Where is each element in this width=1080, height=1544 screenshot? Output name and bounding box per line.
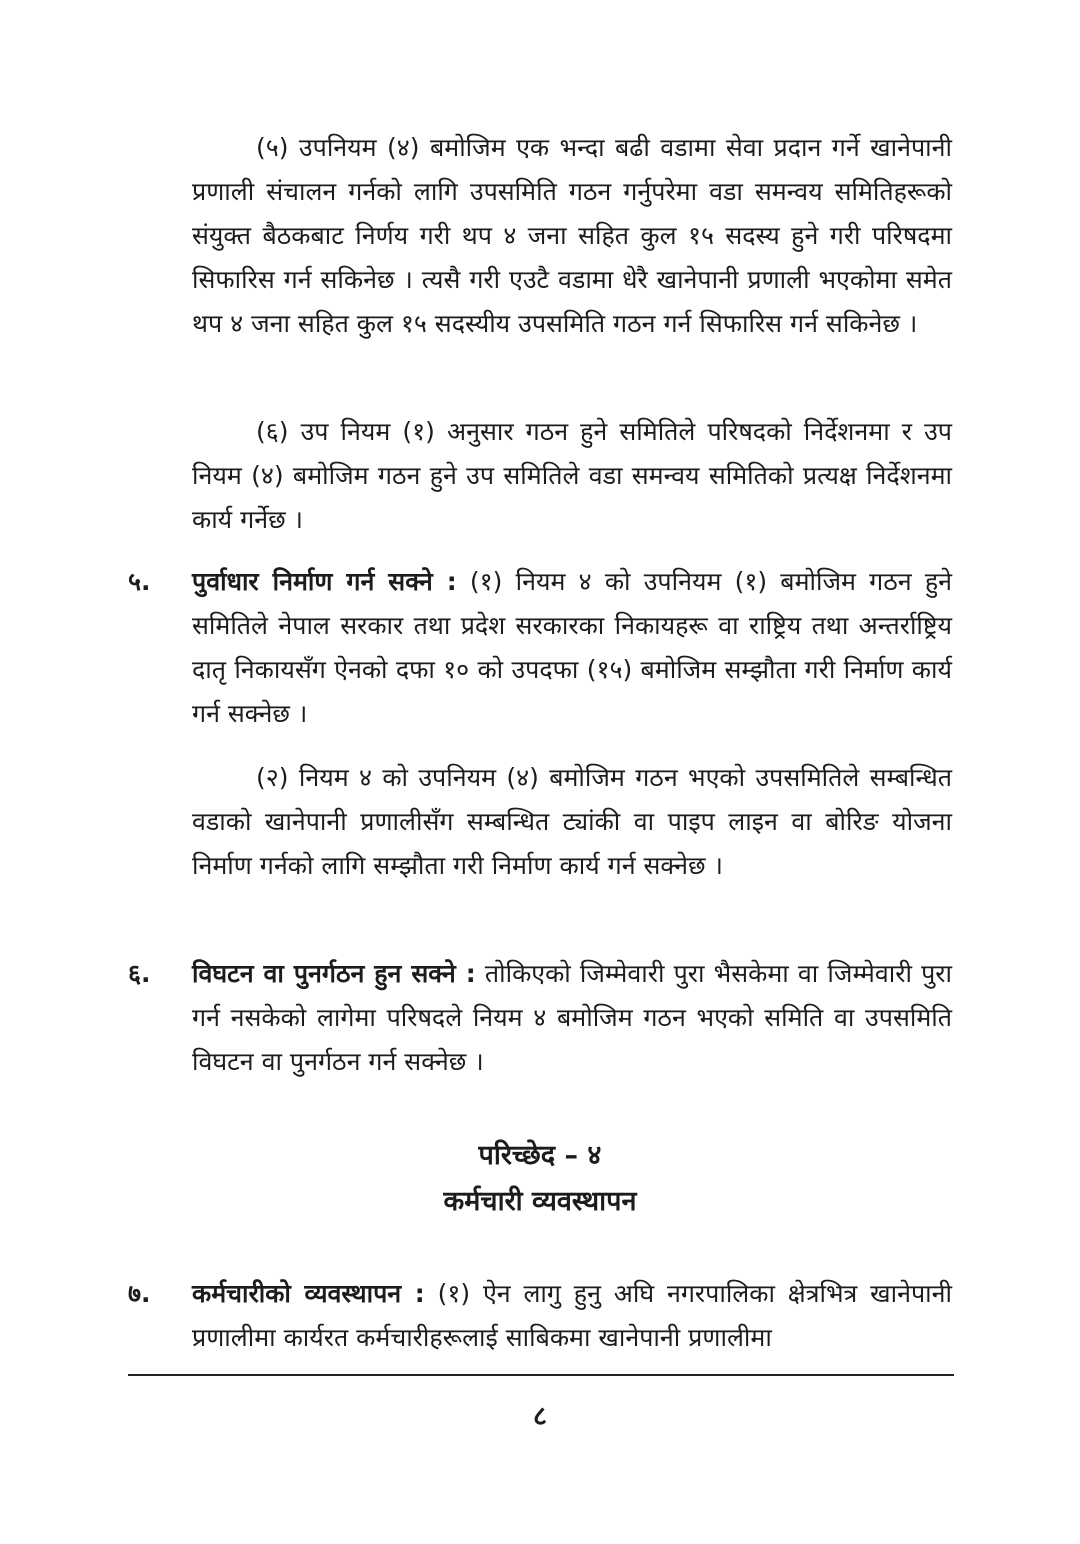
chapter-subtitle: कर्मचारी व्यवस्थापन xyxy=(443,1186,637,1217)
section-5-paragraph xyxy=(192,560,952,736)
subrule-5-paragraph: (५) उपनियम (४) बमोजिम एक भन्दा बढी वडामा सेवा प्रदान गर्ने खानेपानी प्रणाली संचालन गर्नको लागि उपसमिति गठन गर्नुपरेमा वडा समन्वय समितिहरूको संयुक्त बैठकबाट निर्णय गरी थप ४ जना सहित कुल १५ सदस्य हुने गरी परिषदमा सिफारिस गर्न सकिनेछ । त्यसै गरी एउटै वडामा धेरै खानेपानी प्रणाली भएकोमा समेत थप ४ जना सहित कुल १५ सदस्यीय उपसमिति गठन गर्न सिफारिस गर्न सकिनेछ । xyxy=(192,133,952,338)
section-7-paragraph xyxy=(192,1272,952,1360)
section-5-subrule-2-paragraph: (२) नियम ४ को उपनियम (४) बमोजिम गठन भएको उपसमितिले सम्बन्धित वडाको खानेपानी प्रणालीसँग सम्बन्धित ट्यांकी वा पाइप लाइन वा बोरिङ योजना निर्माण गर्नको लागि सम्झौता गरी निर्माण कार्य गर्न सक्नेछ । xyxy=(192,763,952,880)
subrule-6-paragraph: (६) उप नियम (१) अनुसार गठन हुने समितिले परिषदको निर्देशनमा र उप नियम (४) बमोजिम गठन हुने उप समितिले वडा समन्वय समितिको प्रत्यक्ष निर्देशनमा कार्य गर्नेछ । xyxy=(192,417,952,534)
section-7-heading: कर्मचारीको व्यवस्थापन : xyxy=(192,1279,425,1308)
section-5-heading: पुर्वाधार निर्माण गर्न सक्ने : xyxy=(192,567,457,596)
section-6-paragraph xyxy=(192,952,952,1084)
section-6-heading: विघटन वा पुनर्गठन हुन सक्ने : xyxy=(192,959,476,988)
section-5-number: ५. xyxy=(128,567,151,596)
section-5-text: (१) नियम ४ को उपनियम (१) बमोजिम गठन हुने समितिले नेपाल सरकार तथा प्रदेश सरकारका निकायहरू वा राष्ट्रिय तथा अन्तर्राष्ट्रिय दातृ निकायसँग ऐनको दफा १० को उपदफा (१५) बमोजिम सम्झौता गरी निर्माण कार्य गर्न सक्नेछ । xyxy=(192,567,952,728)
section-7-text: (१) ऐन लागु हुनु अघि नगरपालिका क्षेत्रभित्र खानेपानी प्रणालीमा कार्यरत कर्मचारीहरूलाई साबिकमा खानेपानी प्रणालीमा xyxy=(192,1279,952,1352)
chapter-title: परिच्छेद – ४ xyxy=(478,1140,602,1171)
section-6-text: तोकिएको जिम्मेवारी पुरा भैसकेमा वा जिम्मेवारी पुरा गर्न नसकेको लागेमा परिषदले नियम ४ बमोजिम गठन भएको समिति वा उपसमिति विघटन वा पुनर्गठन गर्न सक्नेछ । xyxy=(192,959,952,1076)
section-6-number: ६. xyxy=(128,959,151,988)
page-number: ८ xyxy=(532,1401,548,1432)
section-7-number: ७. xyxy=(128,1279,151,1308)
footer-divider xyxy=(128,1374,954,1376)
